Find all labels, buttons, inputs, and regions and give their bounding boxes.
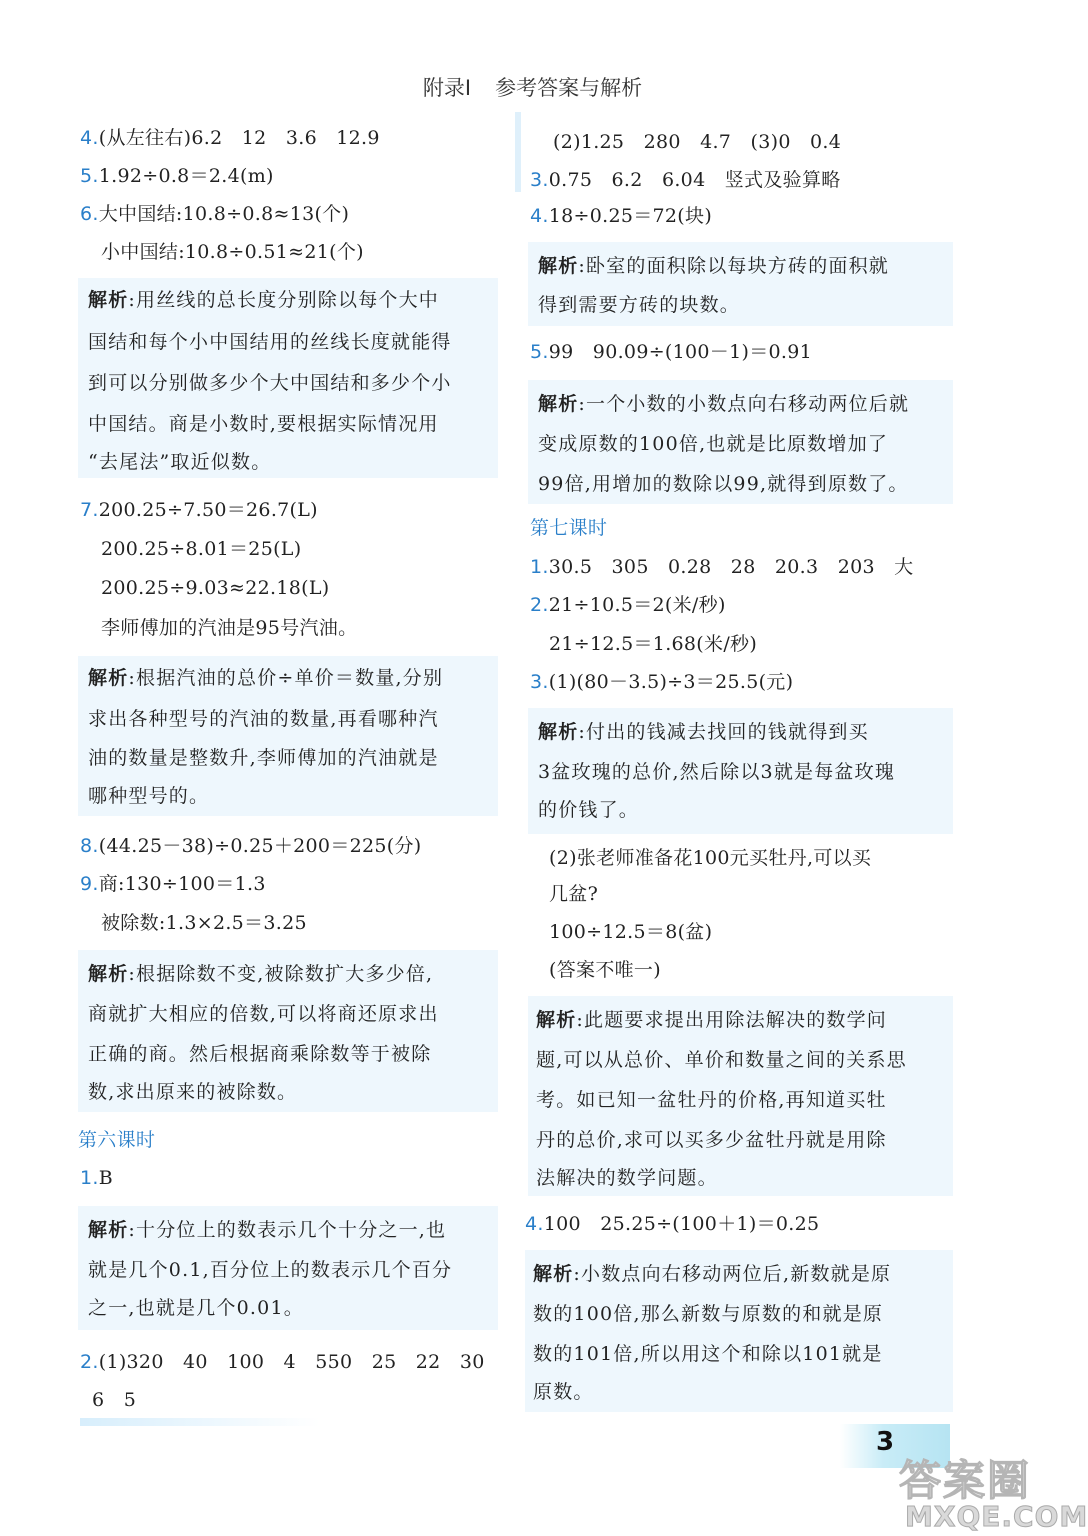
explanation-label: 解析 (88, 963, 129, 985)
answer-5 (530, 340, 812, 364)
explanation-9 (78, 950, 498, 1112)
explanation-line: 原数。 (533, 1381, 594, 1403)
answer-7 (80, 498, 318, 522)
appendix-label: 附录Ⅰ (422, 76, 472, 100)
lesson6-answer-2-line2: 6 5 (92, 1389, 137, 1411)
explanation-5 (528, 380, 953, 504)
answer-number: 8. (80, 835, 99, 857)
footer-accent-bar (80, 1418, 320, 1426)
lesson7-answer-3b-line3: 100÷12.5＝8(盆) (549, 921, 713, 943)
answer-text: 200.25÷7.50＝26.7(L) (98, 499, 318, 521)
answer-5 (80, 164, 274, 188)
answer-number: 9. (80, 873, 99, 895)
explanation-line (88, 1218, 446, 1242)
explanation-line (533, 1262, 891, 1286)
explanation-line: 法解决的数学问题。 (536, 1167, 718, 1189)
answer-text: 99 90.09÷(100－1)＝0.91 (548, 341, 813, 363)
answer-number: 5. (80, 165, 99, 187)
answer-text: B (98, 1167, 113, 1189)
explanation-lesson7-4 (525, 1250, 953, 1412)
explanation-text: :根据除数不变,被除数扩大多少倍, (128, 963, 434, 985)
explanation-line (88, 962, 433, 986)
page-number: 3 (876, 1427, 895, 1457)
lesson6-answer-1 (80, 1166, 113, 1190)
explanation-lesson6-1 (78, 1206, 498, 1330)
answer-number: 1. (530, 556, 549, 578)
lesson6-answer-2 (80, 1350, 485, 1374)
explanation-6 (78, 278, 498, 478)
explanation-label: 解析 (533, 1263, 574, 1285)
answer-number: 2. (530, 594, 549, 616)
explanation-line: 变成原数的100倍,也就是比原数增加了 (538, 433, 889, 455)
answer-number: 6. (80, 203, 99, 225)
answer-text: 21÷10.5＝2(米/秒) (548, 594, 726, 616)
explanation-line: 的价钱了。 (538, 799, 640, 821)
answer-8 (80, 834, 422, 858)
answer-text: 1.92÷0.8＝2.4(m) (98, 165, 274, 187)
explanation-text: :十分位上的数表示几个十分之一,也 (128, 1219, 447, 1241)
answer-9-line2: 被除数:1.3×2.5＝3.25 (101, 912, 307, 934)
explanation-line: 到可以分别做多少个大中国结和多少个小 (88, 372, 452, 394)
answer-7-line2: 200.25÷8.01＝25(L) (101, 538, 302, 560)
explanation-text: :付出的钱减去找回的钱就得到买 (578, 721, 869, 743)
explanation-label: 解析 (88, 1219, 129, 1241)
lesson7-answer-3b-line1: (2)张老师准备花100元买牡丹,可以买 (549, 847, 872, 869)
lesson7-answer-2 (530, 593, 726, 617)
explanation-line: 题,可以从总价、单价和数量之间的关系思 (536, 1049, 907, 1071)
explanation-line (88, 288, 439, 312)
lesson7-answer-2-line2: 21÷12.5＝1.68(米/秒) (549, 633, 758, 655)
answer-number: 4. (525, 1213, 544, 1235)
header-title: 参考答案与解析 (495, 76, 643, 100)
answer-7-line4: 李师傅加的汽油是95号汽油。 (101, 617, 358, 639)
answer-3 (530, 168, 841, 192)
explanation-line: 得到需要方砖的块数。 (538, 294, 741, 316)
explanation-label: 解析 (88, 667, 129, 689)
explanation-line: 商就扩大相应的倍数,可以将商还原求出 (88, 1003, 439, 1025)
explanation-lesson7-3 (528, 708, 953, 834)
explanation-line (538, 392, 909, 416)
explanation-line: “去尾法”取近似数。 (88, 451, 272, 473)
lesson7-answer-1 (530, 555, 913, 579)
answer-4 (80, 126, 380, 150)
answer-text: 0.75 6.2 6.04 竖式及验算略 (548, 169, 841, 191)
answer-6-line2: 小中国结:10.8÷0.51≈21(个) (101, 241, 364, 263)
answer-text: 大中国结:10.8÷0.8≈13(个) (98, 203, 350, 225)
explanation-line: 求出各种型号的汽油的数量,再看哪种汽 (88, 708, 439, 730)
explanation-line (538, 720, 869, 744)
answer-text: 18÷0.25＝72(块) (548, 205, 713, 227)
answer-4 (530, 204, 712, 228)
page-header (0, 72, 1065, 102)
explanation-line: 哪种型号的。 (88, 785, 210, 807)
explanation-text: :用丝线的总长度分别除以每个大中 (128, 289, 440, 311)
answer-number: 4. (530, 205, 549, 227)
explanation-text: :此题要求提出用除法解决的数学问 (576, 1009, 888, 1031)
explanation-line: 正确的商。然后根据商乘除数等于被除 (88, 1043, 432, 1065)
watermark-logo (895, 1448, 1088, 1536)
answer-text: (从左往右)6.2 12 3.6 12.9 (98, 127, 380, 149)
explanation-lesson7-3b (528, 996, 953, 1196)
explanation-line: 油的数量是整数升,李师傅加的汽油就是 (88, 747, 439, 769)
explanation-label: 解析 (536, 1009, 577, 1031)
answer-number: 1. (80, 1167, 99, 1189)
answer-number: 5. (530, 341, 549, 363)
lesson7-answer-3b-line2: 几盆? (549, 883, 599, 905)
answer-number: 3. (530, 169, 549, 191)
explanation-text: :小数点向右移动两位后,新数就是原 (573, 1263, 892, 1285)
answer-9 (80, 872, 266, 896)
watermark-url: MXQE.COM (905, 1500, 1088, 1533)
lesson7-answer-3 (530, 670, 793, 694)
lesson7-answer-3b-line4: (答案不唯一) (549, 959, 661, 981)
answer-number: 7. (80, 499, 99, 521)
explanation-line: 数的101倍,所以用这个和除以101就是 (533, 1343, 883, 1365)
answer-6 (80, 202, 349, 226)
explanation-7 (78, 656, 498, 816)
explanation-4 (528, 242, 953, 326)
answer-text: 100 25.25÷(100＋1)＝0.25 (543, 1213, 820, 1235)
explanation-line: 丹的总价,求可以买多少盆牡丹就是用除 (536, 1129, 887, 1151)
explanation-text: :卧室的面积除以每块方砖的面积就 (578, 255, 890, 277)
explanation-label: 解析 (538, 721, 579, 743)
explanation-label: 解析 (88, 289, 129, 311)
watermark-text: 答案圈 (899, 1456, 1032, 1505)
explanation-line: 就是几个0.1,百分位上的数表示几个百分 (88, 1259, 453, 1281)
explanation-line: 国结和每个小中国结用的丝线长度就能得 (88, 331, 452, 353)
answer-text: 30.5 305 0.28 28 20.3 203 大 (548, 556, 914, 578)
answer-7-line3: 200.25÷9.03≈22.18(L) (101, 577, 330, 599)
answer-number: 2. (80, 1351, 99, 1373)
answer-2-continued: (2)1.25 280 4.7 (3)0 0.4 (553, 131, 842, 153)
explanation-line (536, 1008, 887, 1032)
explanation-line: 考。如已知一盆牡丹的价格,再知道买牡 (536, 1089, 887, 1111)
answer-text: (44.25－38)÷0.25＋200＝225(分) (98, 835, 422, 857)
answer-number: 4. (80, 127, 99, 149)
explanation-line: 99倍,用增加的数除以99,就得到原数了。 (538, 473, 909, 495)
explanation-label: 解析 (538, 255, 579, 277)
answer-text: (1)(80－3.5)÷3＝25.5(元) (548, 671, 794, 693)
explanation-line (538, 254, 889, 278)
section-heading-lesson7: 第七课时 (530, 517, 608, 539)
explanation-line: 数的100倍,那么新数与原数的和就是原 (533, 1303, 884, 1325)
section-heading-lesson6: 第六课时 (78, 1129, 156, 1151)
answer-text: (1)320 40 100 4 550 25 22 30 (98, 1351, 485, 1373)
explanation-line (88, 666, 443, 690)
lesson7-answer-4 (525, 1212, 819, 1236)
explanation-text: :一个小数的小数点向右移动两位后就 (578, 393, 910, 415)
explanation-line: 3盆玫瑰的总价,然后除以3就是每盆玫瑰 (538, 761, 896, 783)
explanation-line: 数,求出原来的被除数。 (88, 1081, 298, 1103)
answer-text: 商:130÷100＝1.3 (98, 873, 266, 895)
explanation-text: :根据汽油的总价÷单价＝数量,分别 (128, 667, 444, 689)
explanation-line: 中国结。商是小数时,要根据实际情况用 (88, 413, 439, 435)
answer-number: 3. (530, 671, 549, 693)
explanation-label: 解析 (538, 393, 579, 415)
explanation-line: 之一,也就是几个0.01。 (88, 1297, 304, 1319)
column-divider-accent (515, 112, 521, 192)
